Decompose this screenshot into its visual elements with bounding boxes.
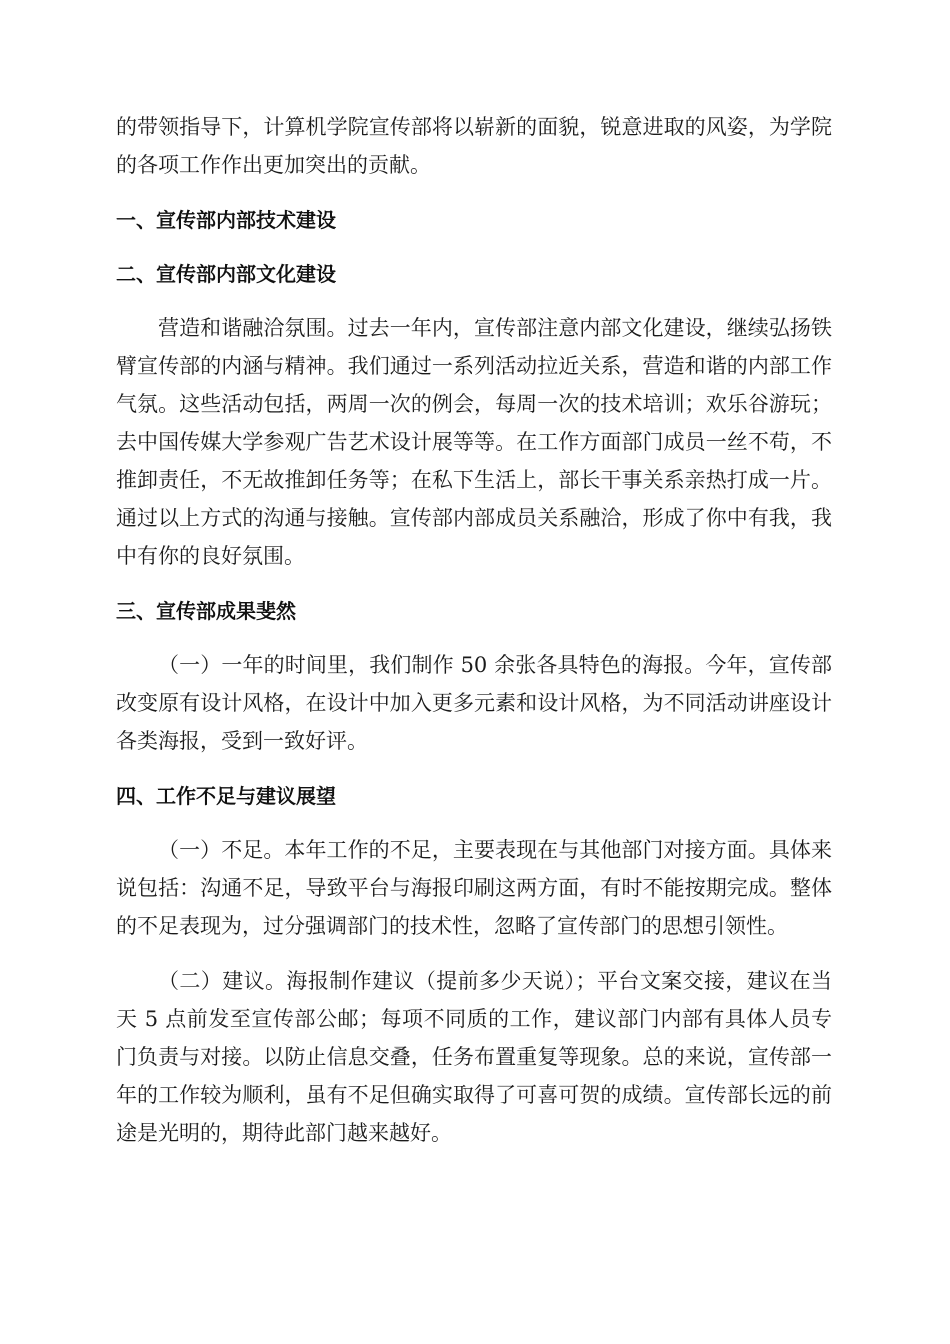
- document-body: [116, 108, 832, 1169]
- section-heading-tech: 一、宣传部内部技术建设: [116, 208, 336, 232]
- shortcomings-paragraph: （一）不足。本年工作的不足，主要表现在与其他部门对接方面。具体来说包括：沟通不足，导致平台与海报印刷这两方面，有时不能按期完成。整体的不足表现为，过分强调部门的技术性，忽略了宣传部门的思想引领性。: [116, 838, 832, 938]
- section-heading-shortcomings: 四、工作不足与建议展望: [116, 784, 336, 808]
- results-paragraph: （一）一年的时间里，我们制作 50 余张各具特色的海报。今年，宣传部改变原有设计风格，在设计中加入更多元素和设计风格，为不同活动讲座设计各类海报，受到一致好评。: [116, 653, 832, 753]
- section-heading-results: 三、宣传部成果斐然: [116, 599, 296, 623]
- intro-paragraph: 的带领指导下，计算机学院宣传部将以崭新的面貌，锐意进取的风姿，为学院的各项工作作出更加突出的贡献。: [116, 115, 832, 177]
- section-heading-culture: 二、宣传部内部文化建设: [116, 262, 336, 286]
- suggestions-paragraph: （二）建议。海报制作建议（提前多少天说）；平台文案交接，建议在当天 5 点前发至宣传部公邮；每项不同质的工作，建议部门内部有具体人员专门负责与对接。以防止信息交叠，任务布置重复等现象。总的来说，宣传部一年的工作较为顺利，虽有不足但确实取得了可喜可贺的成绩。宣传部长远的前途是光明的，期待此部门越来越好。: [116, 969, 832, 1145]
- culture-paragraph: 营造和谐融洽氛围。过去一年内，宣传部注意内部文化建设，继续弘扬铁臂宣传部的内涵与精神。我们通过一系列活动拉近关系，营造和谐的内部工作气氛。这些活动包括，两周一次的例会，每周一次的技术培训；欢乐谷游玩；去中国传媒大学参观广告艺术设计展等等。在工作方面部门成员一丝不苟，不推卸责任，不无故推卸任务等；在私下生活上，部长干事关系亲热打成一片。通过以上方式的沟通与接触。宣传部内部成员关系融洽，形成了你中有我，我中有你的良好氛围。: [116, 316, 832, 568]
